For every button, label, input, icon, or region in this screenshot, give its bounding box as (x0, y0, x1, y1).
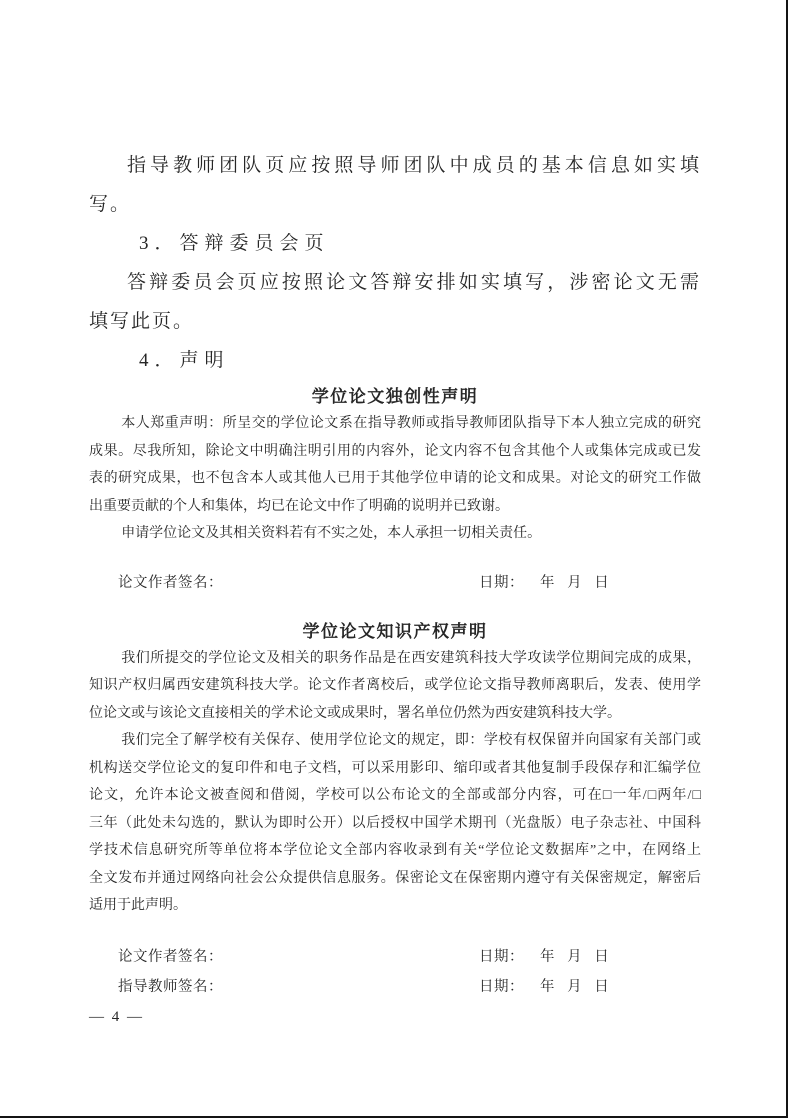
declaration-ip-paragraph-1 (89, 645, 701, 728)
originality-signature-row (89, 568, 701, 598)
advisor-signature-label: 指导教师签名： (118, 978, 223, 995)
date-label: 日期： (479, 978, 524, 995)
text-line: 学技术信息研究所等单位将本学位论文全部内容收录到有关“学位论文数据库”之中，在网络上 (89, 843, 701, 858)
text-line: 我们所提交的学位论文及相关的职务作品是在西安建筑科技大学攻读学位期间完成的成果， (121, 650, 701, 666)
originality-date-group (479, 568, 609, 598)
intro-item-3: 3．答辩委员会页 (139, 233, 330, 254)
declaration-originality-section (89, 383, 701, 598)
author-signature-label: 论文作者签名： (118, 948, 223, 965)
text-line: 全文发布并通过网络向社会公众提供信息服务。保密论文在保密期内遵守有关保密规定，解密后 (89, 870, 701, 886)
page-content (89, 0, 701, 1032)
date-fields: 年 月 日 (540, 978, 610, 995)
text-line: 三年（此处未勾选的，默认为即时公开）以后授权中国学术期刊（光盘版）电子杂志社、中国科 (89, 815, 701, 831)
text-line: 我们完全了解学校有关保存、使用学位论文的规定，即：学校有权保留并向国家有关部门或 (121, 733, 701, 748)
date-fields: 年 月 日 (540, 574, 610, 591)
date-label: 日期： (479, 574, 524, 591)
text-line: 写。 (89, 194, 132, 215)
text-line: 适用于此声明。 (89, 898, 187, 913)
intro-paragraph-2 (89, 263, 701, 341)
text-line: 申请学位论文及其相关资料若有不实之处，本人承担一切相关责任。 (121, 526, 542, 541)
text-line: 位论文或与该论文直接相关的学术论文或成果时，署名单位仍然为西安建筑科技大学。 (89, 705, 621, 721)
text-line: 本人郑重声明：所呈交的学位论文系在指导教师或指导教师团队指导下本人独立完成的研究 (121, 416, 701, 431)
declaration-ip-title: 学位论文知识产权声明 (302, 621, 488, 641)
date-label: 日期： (479, 948, 524, 965)
ip-author-signature-row (89, 942, 701, 972)
date-fields: 年 月 日 (540, 948, 610, 965)
text-line: 指导教师团队页应按照导师团队中成员的基本信息如实填 (127, 155, 701, 176)
declaration-originality-body (89, 410, 701, 520)
ip-signature-block (89, 942, 701, 1002)
ip-advisor-signature-row (89, 972, 701, 1002)
declaration-originality-liability (89, 520, 701, 548)
intro-section (89, 146, 701, 380)
ip-author-date-group (479, 942, 609, 972)
page-number: — 4 — (89, 1008, 144, 1025)
declaration-ip-section (89, 618, 701, 1002)
text-line: 机构送交学位论文的复印件和电子文档，可以采用影印、缩印或者其他复制手段保存和汇编学位 (89, 760, 701, 776)
text-line: 表的研究成果，也不包含本人或其他人已用于其他学位申请的论文和成果。对论文的研究工作做 (89, 471, 701, 486)
intro-paragraph-1 (89, 146, 701, 224)
text-line: 出重要贡献的个人和集体，均已在论文中作了明确的说明并已致谢。 (89, 498, 509, 514)
text-line: 论文，允许本论文被查阅和借阅，学校可以公布论文的全部或部分内容，可在□一年/□两年/□ (89, 788, 701, 803)
author-signature-label: 论文作者签名： (118, 574, 223, 591)
ip-advisor-date-group (479, 972, 609, 1002)
declaration-originality-title: 学位论文独创性声明 (311, 387, 479, 406)
text-line: 答辩委员会页应按照论文答辩安排如实填写，涉密论文无需 (127, 272, 701, 293)
text-line: 填写此页。 (89, 311, 195, 332)
text-line: 成果。尽我所知，除论文中明确注明引用的内容外，论文内容不包含其他个人或集体完成或已发 (89, 443, 701, 459)
declaration-ip-paragraph-2 (89, 727, 701, 920)
intro-item-4: 4．声明 (139, 350, 230, 371)
text-line: 知识产权归属西安建筑科技大学。论文作者离校后，或学位论文指导教师离职后，发表、使用学 (89, 678, 701, 693)
